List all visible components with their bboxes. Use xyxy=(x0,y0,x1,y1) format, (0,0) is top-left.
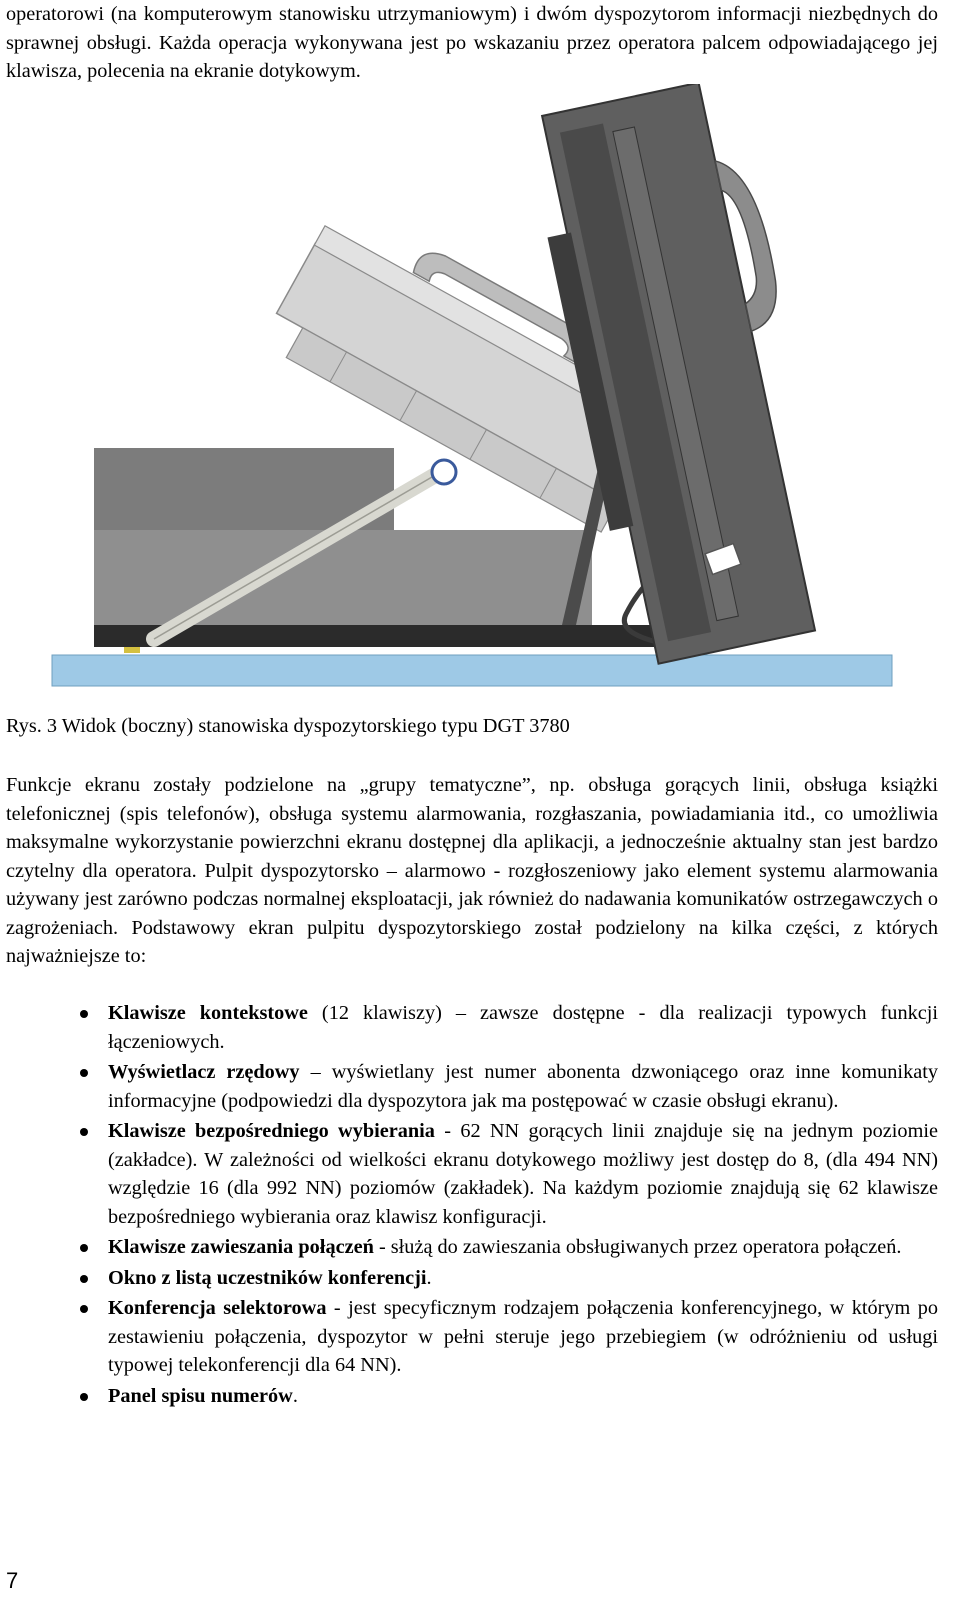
feature-list xyxy=(0,999,938,1412)
list-item: Klawisze kontekstowe (12 klawiszy) – zawsze dostępne - dla realizacji typowych funkcji łączeniowych. xyxy=(0,999,938,1056)
list-item: Wyświetlacz rzędowy – wyświetlany jest numer abonenta dzwoniącego oraz inne komunikaty informacyjne (podpowiedzi dla dyspozytora jak ma postępować w czasie obsługi ekranu). xyxy=(0,1058,938,1115)
list-item: Konferencja selektorowa - jest specyficznym rodzajem połączenia konferencyjnego, w którym po zestawieniu połączenia, dyspozytor w pełni steruje jego przebiegiem (w odróżnieniu od usługi typowej telekonferencji dla 64 NN). xyxy=(0,1294,938,1380)
foot-left xyxy=(124,647,140,653)
list-item: Panel spisu numerów. xyxy=(0,1382,938,1411)
bullet-icon xyxy=(80,1128,88,1136)
bullet-icon xyxy=(80,1305,88,1313)
bullet-icon xyxy=(80,1393,88,1401)
list-item: Klawisze zawieszania połączeń - służą do zawieszania obsługiwanych przez operatora połączeń. xyxy=(0,1233,938,1262)
bullet-icon xyxy=(80,1244,88,1252)
arm-hinge xyxy=(432,460,456,484)
list-item: Okno z listą uczestników konferencji. xyxy=(0,1264,938,1293)
bullet-icon xyxy=(80,1275,88,1283)
floor xyxy=(52,655,892,686)
bullet-icon xyxy=(80,1069,88,1077)
body-paragraph: Funkcje ekranu zostały podzielone na „grupy tematyczne”, np. obsługa gorących linii, obsługa książki telefonicznej (spis telefonów), obsługa systemu alarmowania, rozgłaszania, powiadamiania itd., co umożliwia maksymalne wykorzystanie powierzchni ekranu dostępnej dla aplikacji, a jednocześnie aktualny stan jest bardzo czytelny dla operatora. Pulpit dyspozytorsko – alarmowo - rozgłoszeniowy jako element systemu alarmowania używany jest zarówno podczas normalnej eksploatacji, jak również do nadawania komunikatów ostrzegawczych o zagrożeniach. Podstawowy ekran pulpitu dyspozytorskiego został podzielony na kilka części, z których najważniejsze to: xyxy=(6,774,938,967)
figure-caption: Rys. 3 Widok (boczny) stanowiska dyspozytorskiego typu DGT 3780 xyxy=(6,715,570,737)
intro-paragraph: operatorowi (na komputerowym stanowisku utrzymaniowym) i dwóm dyspozytorom informacji niezbędnych do sprawnej obsługi. Każda operacja wykonywana jest po wskazaniu przez operatora palcem odpowiadającego jej klawisza, polecenia na ekranie dotykowym. xyxy=(6,3,938,82)
bullet-icon xyxy=(80,1010,88,1018)
list-item: Klawisze bezpośredniego wybierania - 62 NN gorących linii znajduje się na jednym poziomie (zakładce). W zależności od wielkości ekranu dotykowego możliwy jest dostęp do 8, (dla 494 NN) względzie 16 (dla 992 NN) poziomów (zakładek). Na każdym poziomie znajdują się 62 klawisze bezpośredniego wybierania oraz klawisz konfiguracji. xyxy=(0,1117,938,1231)
page-number: 7 xyxy=(6,1568,19,1593)
dispatcher-station-figure xyxy=(46,84,898,690)
cabinet-lower xyxy=(94,530,592,625)
